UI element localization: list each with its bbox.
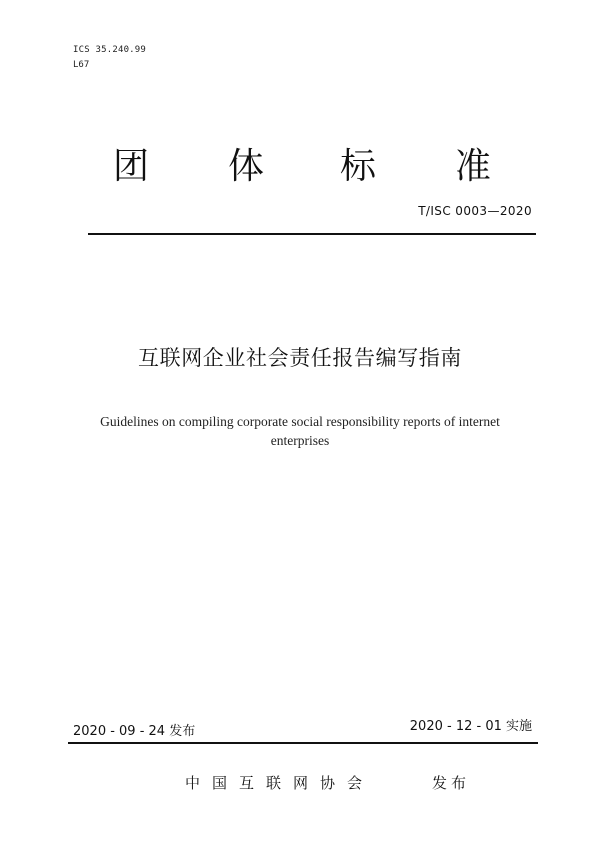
ccs-code: L67 [73,60,90,70]
standard-number: T/ISC 0003—2020 [418,204,532,218]
heading-char-1: 团 [113,146,150,187]
footer-divider [68,742,538,744]
heading-char-3: 标 [340,146,377,187]
implementation-date: 2020 - 12 - 01 实施 [409,719,532,734]
english-title-line-1: Guidelines on compiling corporate social responsibility reports of internet [100,414,500,429]
header-divider [88,233,536,235]
chinese-title: 互联网企业社会责任报告编写指南 [138,346,462,370]
issue-date: 2020 - 09 - 24 发布 [73,724,196,739]
english-title-line-2: enterprises [270,433,330,448]
publish-label: 发布 [432,774,471,792]
ics-code: ICS 35.240.99 [73,45,147,55]
group-standard-heading [95,143,515,193]
heading-char-2: 体 [228,146,265,187]
english-title [80,412,520,450]
publisher-name: 中国互联网协会 [185,774,375,792]
heading-char-4: 准 [455,146,492,187]
